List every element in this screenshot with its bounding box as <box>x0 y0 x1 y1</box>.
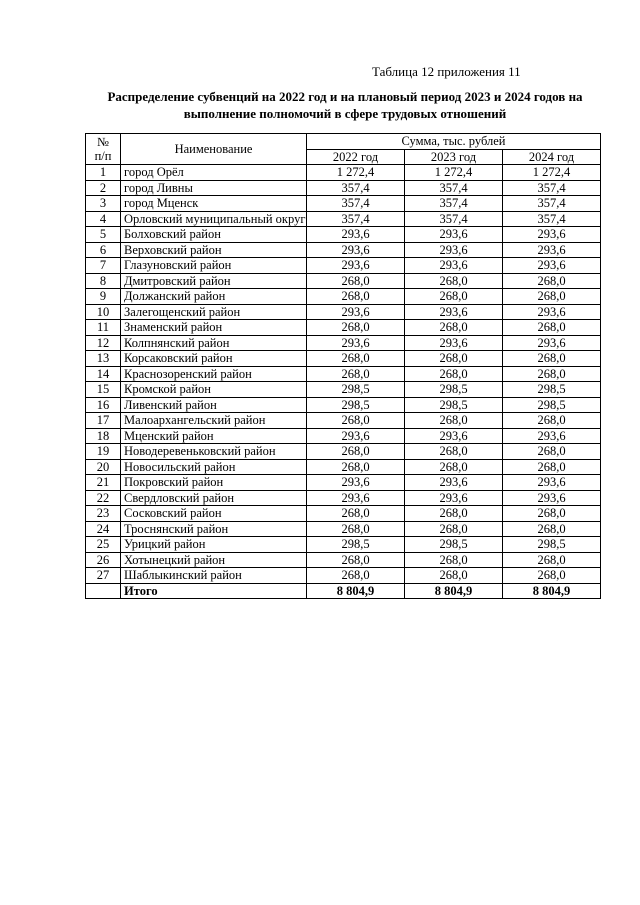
row-value-2023: 268,0 <box>405 568 503 584</box>
row-value-2022: 268,0 <box>307 444 405 460</box>
header-number-line-2: п/п <box>94 149 112 163</box>
row-value-2024: 1 272,4 <box>503 165 601 181</box>
row-number: 21 <box>86 475 121 491</box>
row-value-2023: 298,5 <box>405 397 503 413</box>
document-title-line-2: выполнение полномочий в сфере трудовых отношений <box>183 106 507 121</box>
table-row <box>86 413 601 429</box>
table-row <box>86 537 601 553</box>
table-row <box>86 289 601 305</box>
row-number: 16 <box>86 397 121 413</box>
row-value-2024: 268,0 <box>503 366 601 382</box>
row-number: 12 <box>86 335 121 351</box>
table-row <box>86 428 601 444</box>
row-value-2023: 268,0 <box>405 413 503 429</box>
row-number: 20 <box>86 459 121 475</box>
row-value-2022: 1 272,4 <box>307 165 405 181</box>
row-name: Малоархангельский район <box>121 413 307 429</box>
row-value-2023: 268,0 <box>405 444 503 460</box>
table-row <box>86 211 601 227</box>
row-value-2024: 268,0 <box>503 521 601 537</box>
table-row <box>86 335 601 351</box>
row-name: Знаменский район <box>121 320 307 336</box>
row-name: город Ливны <box>121 180 307 196</box>
table-row <box>86 196 601 212</box>
row-value-2023: 268,0 <box>405 273 503 289</box>
header-year-2022: 2022 год <box>307 149 405 165</box>
row-value-2024: 268,0 <box>503 273 601 289</box>
row-value-2024: 293,6 <box>503 475 601 491</box>
row-name: Залегощенский район <box>121 304 307 320</box>
row-value-2024: 268,0 <box>503 413 601 429</box>
document-title <box>60 88 630 122</box>
row-number: 23 <box>86 506 121 522</box>
row-name: Краснозоренский район <box>121 366 307 382</box>
row-number: 26 <box>86 552 121 568</box>
header-number <box>86 134 121 165</box>
row-value-2022: 357,4 <box>307 180 405 196</box>
row-value-2023: 1 272,4 <box>405 165 503 181</box>
row-value-2024: 293,6 <box>503 490 601 506</box>
row-value-2022: 268,0 <box>307 568 405 584</box>
row-value-2023: 293,6 <box>405 475 503 491</box>
row-name: Орловский муниципальный округ <box>121 211 307 227</box>
row-value-2023: 268,0 <box>405 366 503 382</box>
row-value-2024: 268,0 <box>503 568 601 584</box>
row-value-2024: 293,6 <box>503 335 601 351</box>
row-value-2024: 298,5 <box>503 397 601 413</box>
row-value-2024: 298,5 <box>503 537 601 553</box>
row-number: 22 <box>86 490 121 506</box>
row-number: 19 <box>86 444 121 460</box>
row-number: 13 <box>86 351 121 367</box>
table-row <box>86 273 601 289</box>
total-label: Итого <box>121 583 307 599</box>
row-value-2022: 298,5 <box>307 537 405 553</box>
row-value-2022: 268,0 <box>307 351 405 367</box>
row-value-2024: 293,6 <box>503 428 601 444</box>
table-row <box>86 397 601 413</box>
row-value-2023: 293,6 <box>405 227 503 243</box>
row-value-2022: 293,6 <box>307 475 405 491</box>
row-name: Сосковский район <box>121 506 307 522</box>
row-number: 14 <box>86 366 121 382</box>
row-name: Колпнянский район <box>121 335 307 351</box>
row-value-2022: 298,5 <box>307 382 405 398</box>
table-row <box>86 242 601 258</box>
row-value-2024: 293,6 <box>503 242 601 258</box>
row-value-2022: 268,0 <box>307 521 405 537</box>
row-number: 18 <box>86 428 121 444</box>
row-number: 15 <box>86 382 121 398</box>
table-row <box>86 490 601 506</box>
row-value-2023: 293,6 <box>405 335 503 351</box>
table-row <box>86 366 601 382</box>
row-value-2023: 293,6 <box>405 490 503 506</box>
row-number: 7 <box>86 258 121 274</box>
row-value-2023: 268,0 <box>405 351 503 367</box>
row-value-2024: 268,0 <box>503 320 601 336</box>
row-name: Урицкий район <box>121 537 307 553</box>
row-name: Новосильский район <box>121 459 307 475</box>
table-body <box>86 165 601 584</box>
row-name: Должанский район <box>121 289 307 305</box>
row-value-2024: 268,0 <box>503 351 601 367</box>
row-value-2022: 357,4 <box>307 211 405 227</box>
table-row <box>86 506 601 522</box>
table-row <box>86 568 601 584</box>
row-value-2023: 298,5 <box>405 537 503 553</box>
row-value-2022: 293,6 <box>307 490 405 506</box>
row-value-2022: 293,6 <box>307 428 405 444</box>
row-name: Ливенский район <box>121 397 307 413</box>
row-number: 24 <box>86 521 121 537</box>
row-value-2023: 293,6 <box>405 242 503 258</box>
total-2023: 8 804,9 <box>405 583 503 599</box>
table-row <box>86 475 601 491</box>
row-number: 25 <box>86 537 121 553</box>
row-number: 8 <box>86 273 121 289</box>
table-header <box>86 134 601 165</box>
row-value-2022: 268,0 <box>307 506 405 522</box>
row-value-2023: 357,4 <box>405 211 503 227</box>
row-value-2022: 268,0 <box>307 289 405 305</box>
row-value-2024: 298,5 <box>503 382 601 398</box>
table-caption: Таблица 12 приложения 11 <box>372 64 521 79</box>
row-name: Корсаковский район <box>121 351 307 367</box>
header-number-line-1: № <box>97 135 109 149</box>
row-value-2024: 268,0 <box>503 506 601 522</box>
row-name: Верховский район <box>121 242 307 258</box>
row-number: 11 <box>86 320 121 336</box>
row-name: Дмитровский район <box>121 273 307 289</box>
table-row <box>86 552 601 568</box>
row-value-2022: 268,0 <box>307 552 405 568</box>
row-value-2024: 293,6 <box>503 258 601 274</box>
row-value-2022: 357,4 <box>307 196 405 212</box>
table-footer <box>86 583 601 599</box>
table-row <box>86 304 601 320</box>
table-row <box>86 444 601 460</box>
row-value-2022: 268,0 <box>307 413 405 429</box>
row-value-2024: 268,0 <box>503 552 601 568</box>
row-number: 9 <box>86 289 121 305</box>
table-row <box>86 351 601 367</box>
table-row <box>86 459 601 475</box>
row-value-2023: 268,0 <box>405 521 503 537</box>
row-name: Покровский район <box>121 475 307 491</box>
row-number: 1 <box>86 165 121 181</box>
row-value-2023: 268,0 <box>405 320 503 336</box>
row-value-2024: 293,6 <box>503 304 601 320</box>
header-year-2024: 2024 год <box>503 149 601 165</box>
row-number: 3 <box>86 196 121 212</box>
row-number: 4 <box>86 211 121 227</box>
header-year-2023: 2023 год <box>405 149 503 165</box>
row-value-2022: 268,0 <box>307 320 405 336</box>
row-value-2023: 298,5 <box>405 382 503 398</box>
row-value-2023: 268,0 <box>405 459 503 475</box>
table-row <box>86 258 601 274</box>
subsidy-table <box>85 133 601 599</box>
row-name: Свердловский район <box>121 490 307 506</box>
row-value-2023: 293,6 <box>405 304 503 320</box>
row-value-2022: 268,0 <box>307 366 405 382</box>
row-name: Мценский район <box>121 428 307 444</box>
row-number: 27 <box>86 568 121 584</box>
row-value-2023: 357,4 <box>405 180 503 196</box>
row-value-2022: 293,6 <box>307 258 405 274</box>
row-number: 6 <box>86 242 121 258</box>
row-value-2024: 268,0 <box>503 444 601 460</box>
row-value-2023: 293,6 <box>405 428 503 444</box>
table-row <box>86 320 601 336</box>
row-name: Кромской район <box>121 382 307 398</box>
row-value-2022: 293,6 <box>307 227 405 243</box>
row-value-2022: 293,6 <box>307 242 405 258</box>
total-2024: 8 804,9 <box>503 583 601 599</box>
row-number: 17 <box>86 413 121 429</box>
row-name: Глазуновский район <box>121 258 307 274</box>
table-row <box>86 382 601 398</box>
row-name: Троснянский район <box>121 521 307 537</box>
row-value-2023: 357,4 <box>405 196 503 212</box>
row-name: Новодеревеньковский район <box>121 444 307 460</box>
row-value-2023: 268,0 <box>405 289 503 305</box>
row-value-2023: 293,6 <box>405 258 503 274</box>
total-2022: 8 804,9 <box>307 583 405 599</box>
row-number: 2 <box>86 180 121 196</box>
header-name: Наименование <box>121 134 307 165</box>
row-value-2024: 268,0 <box>503 289 601 305</box>
row-name: Шаблыкинский район <box>121 568 307 584</box>
row-number: 5 <box>86 227 121 243</box>
document-title-line-1: Распределение субвенций на 2022 год и на плановый период 2023 и 2024 годов на <box>107 89 583 104</box>
row-value-2022: 268,0 <box>307 459 405 475</box>
row-name: город Мценск <box>121 196 307 212</box>
row-value-2022: 298,5 <box>307 397 405 413</box>
row-name: город Орёл <box>121 165 307 181</box>
row-value-2024: 357,4 <box>503 180 601 196</box>
table-row <box>86 227 601 243</box>
row-value-2024: 268,0 <box>503 459 601 475</box>
total-number-cell <box>86 583 121 599</box>
row-number: 10 <box>86 304 121 320</box>
row-value-2022: 293,6 <box>307 304 405 320</box>
row-name: Хотынецкий район <box>121 552 307 568</box>
header-sum: Сумма, тыс. рублей <box>307 134 601 150</box>
table-row <box>86 165 601 181</box>
row-name: Болховский район <box>121 227 307 243</box>
table-row <box>86 521 601 537</box>
row-value-2024: 357,4 <box>503 211 601 227</box>
total-row <box>86 583 601 599</box>
row-value-2023: 268,0 <box>405 552 503 568</box>
table-row <box>86 180 601 196</box>
row-value-2024: 357,4 <box>503 196 601 212</box>
row-value-2022: 268,0 <box>307 273 405 289</box>
row-value-2023: 268,0 <box>405 506 503 522</box>
row-value-2022: 293,6 <box>307 335 405 351</box>
row-value-2024: 293,6 <box>503 227 601 243</box>
